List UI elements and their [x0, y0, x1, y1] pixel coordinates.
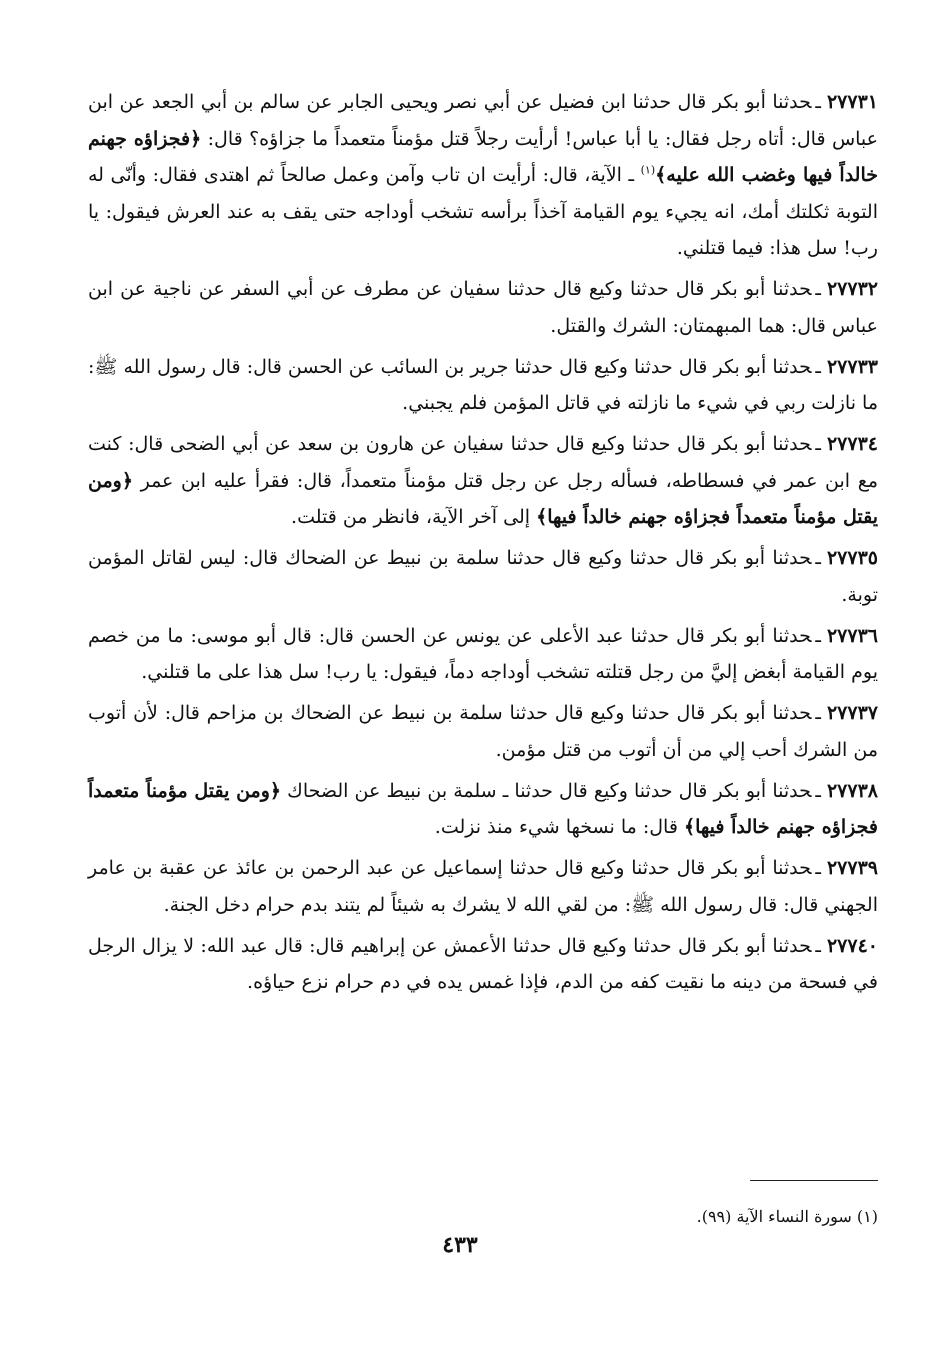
hadith-entry: [88, 426, 878, 536]
entry-dash: ـ: [815, 433, 821, 455]
hadith-text: ـ الآية، قال: أرأيت ان تاب وآمن وعمل صالحاً ثم اهتدى فقال: وأنّى له التوبة ثكلتك أمك، انه يجيء يوم القيامة آخذاً برأسه تشخب أوداجه حتى يقف به عند العرش فيقول: يا رب! سل هذا: فيما قتلني.: [88, 164, 878, 259]
hadith-number: ٢٧٧٤٠: [826, 934, 878, 957]
hadith-text: حدثنا أبو بكر قال حدثنا وكيع قال حدثنا سلمة بن نبيط عن الضحاك بن مزاحم قال: لأن أتوب من الشرك أحب إلي من أن أتوب من قتل مؤمن.: [88, 702, 878, 761]
hadith-entry: [88, 695, 878, 768]
page-body: [88, 84, 878, 1005]
hadith-number: ٢٧٧٣٦: [826, 624, 878, 647]
hadith-number: ٢٧٧٣١: [826, 91, 878, 113]
hadith-entry: [88, 928, 878, 1001]
hadith-entry: [88, 618, 878, 691]
hadith-text: حدثنا أبو بكر قال حدثنا وكيع قال حدثنا إسماعيل عن عبد الرحمن بن عائذ عن عقبة بن عامر الجهني قال: قال رسول الله ﷺ: من لقي الله لا يشرك به شيئاً لم يتند بدم حرام دخل الجنة.: [88, 857, 878, 916]
quran-quote: ﴿فجزاؤه جهنم خالداً فيها وغضب الله عليه﴾: [88, 127, 878, 186]
page-number: ٤٣٣: [442, 1232, 478, 1258]
hadith-entry: [88, 349, 878, 422]
hadith-text: حدثنا أبو بكر قال حدثنا وكيع قال حدثنا سفيان عن هارون بن سعد عن أبي الضحى قال: كنت مع ابن عمر في فسطاطه، فسأله رجل عن رجل قتل مؤمناً متعمداً، قال: فقرأ عليه ابن عمر: [88, 433, 878, 492]
hadith-text: حدثنا أبو بكر قال حدثنا وكيع قال حدثنا ـ سلمة بن نبيط عن الضحاك: [281, 779, 812, 802]
entry-dash: ـ: [815, 857, 821, 879]
entry-dash: ـ: [815, 624, 821, 647]
hadith-text: إلى آخر الآية، فانظر من قتلت.: [291, 506, 537, 528]
hadith-number: ٢٧٧٣٧: [826, 702, 878, 724]
entry-dash: ـ: [815, 934, 821, 957]
entry-dash: ـ: [815, 355, 821, 378]
hadith-number: ٢٧٧٣٥: [826, 547, 878, 569]
quran-quote: ﴿ومن يقتل مؤمناً متعمداً فجزاؤه جهنم خالداً فيها﴾: [88, 469, 878, 528]
entry-dash: ـ: [815, 91, 821, 113]
hadith-number: ٢٧٧٣٨: [826, 779, 878, 802]
hadith-text: حدثنا أبو بكر قال حدثنا ابن فضيل عن أبي نصر ويحيى الجابر عن سالم بن أبي الجعد عن ابن عباس قال: أتاه رجل فقال: يا أبا عباس! أرأيت رجلاً قتل مؤمناً متعمداً ما جزاؤه؟ قال:: [88, 91, 879, 150]
hadith-number: ٢٧٧٣٤: [826, 433, 878, 455]
hadith-number: ٢٧٧٣٣: [826, 355, 878, 378]
footnote-ref: (١): [640, 163, 656, 177]
hadith-entry: [88, 773, 878, 846]
hadith-text: حدثنا أبو بكر قال حدثنا وكيع قال حدثنا الأعمش عن إبراهيم قال: قال عبد الله: لا يزال الرجل في فسحة من دينه ما نقيت كفه من الدم، فإذا غمس يده في دم حرام نزع حياؤه.: [88, 934, 878, 993]
hadith-text: حدثنا أبو بكر قال حدثنا وكيع قال حدثنا سلمة بن نبيط عن الضحاك قال: ليس لقاتل المؤمن توبة.: [88, 547, 878, 606]
hadith-entry: [88, 540, 878, 613]
hadith-number: ٢٧٧٣٩: [826, 857, 878, 879]
footnote-divider: [750, 1180, 878, 1181]
hadith-entry: [88, 271, 878, 344]
footnote: (١) سورة النساء الآية (٩٩).: [696, 1207, 878, 1226]
entry-dash: ـ: [815, 547, 821, 569]
hadith-text: حدثنا أبو بكر قال حدثنا وكيع قال حدثنا جرير بن السائب عن الحسن قال: قال رسول الله ﷺ: ما نازلت ربي في شيء ما نازلته في قاتل المؤمن فلم يجبني.: [88, 355, 878, 414]
hadith-text: قال: ما نسخها شيء منذ نزلت.: [434, 816, 684, 838]
hadith-entry: [88, 84, 878, 267]
entry-dash: ـ: [815, 779, 821, 802]
hadith-number: ٢٧٧٣٢: [826, 278, 878, 300]
hadith-text: حدثنا أبو بكر قال حدثنا عبد الأعلى عن يونس عن الحسن قال: قال أبو موسى: ما من خصم يوم القيامة أبغض إليَّ من رجل قتلته تشخب أوداجه دماً، فيقول: يا رب! سل هذا على ما قتلني.: [88, 624, 878, 683]
hadith-text: حدثنا أبو بكر قال حدثنا وكيع قال حدثنا سفيان عن مطرف عن أبي السفر عن ناجية عن ابن عباس قال: هما المبهمتان: الشرك والقتل.: [88, 278, 878, 337]
hadith-entry: [88, 850, 878, 923]
quran-quote: ﴿ومن يقتل مؤمناً متعمداً فجزاؤه جهنم خالداً فيها﴾: [88, 779, 878, 838]
entry-dash: ـ: [815, 278, 821, 300]
entry-dash: ـ: [815, 702, 821, 724]
